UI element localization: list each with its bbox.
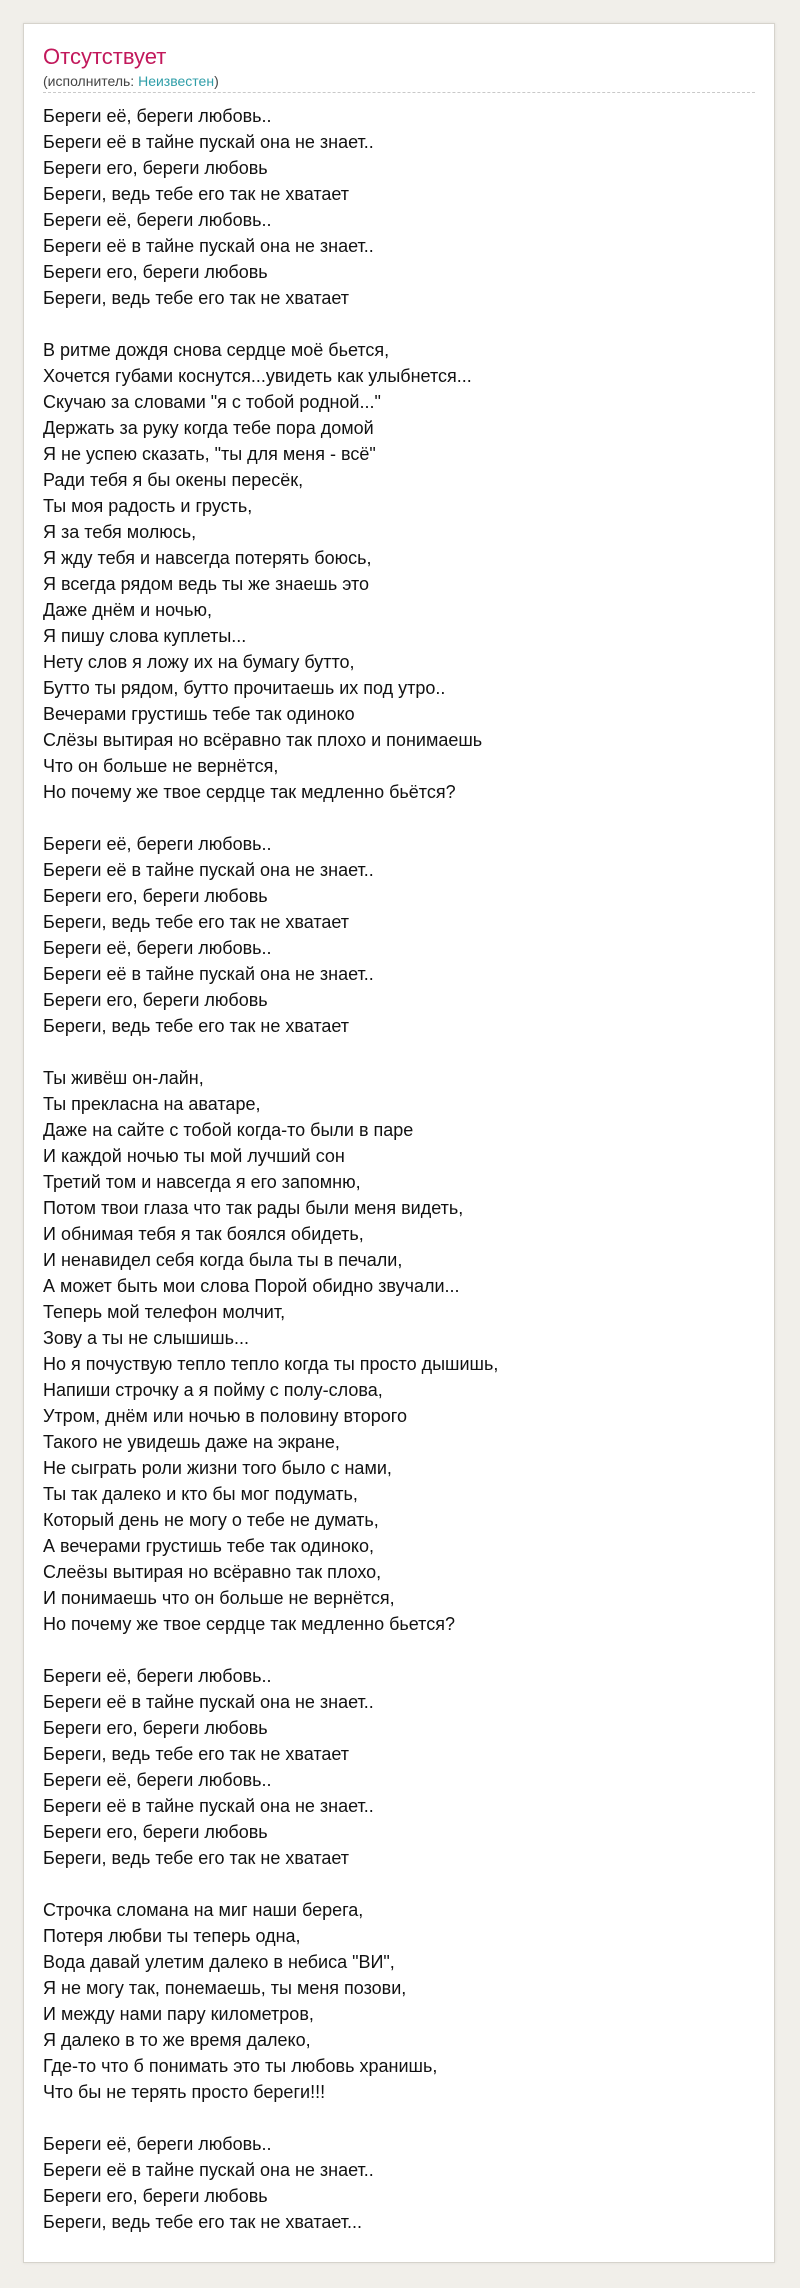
lyrics-line: Береги, ведь тебе его так не хватает [43, 1016, 350, 1036]
lyrics-line: Потеря любви ты теперь одна, [43, 1926, 301, 1946]
lyrics-line: Но почему же твое сердце так медленно бьется? [43, 1614, 455, 1634]
lyrics-line: Что бы не терять просто береги!!! [43, 2082, 326, 2102]
lyrics-line: Ты прекласна на аватаре, [43, 1094, 261, 1114]
lyrics-line: И каждой ночью ты мой лучший сон [43, 1146, 345, 1166]
lyrics-line: Скучаю за словами "я с тобой родной..." [43, 392, 381, 412]
lyrics-line: Который день не могу о тебе не думать, [43, 1510, 379, 1530]
lyrics-line: Береги её в тайне пускай она не знает.. [43, 964, 374, 984]
lyrics-stanza [43, 831, 743, 1039]
lyrics-line: Зову а ты не слышишь... [43, 1328, 249, 1348]
lyrics-line: Напиши строчку а я пойму с полу-слова, [43, 1380, 383, 1400]
lyrics-line: Такого не увидешь даже на экране, [43, 1432, 340, 1452]
artist-line [43, 72, 219, 90]
lyrics-line: И ненавидел себя когда была ты в печали, [43, 1250, 403, 1270]
artist-prefix: (исполнитель: [43, 73, 139, 89]
lyrics-line: Даже на сайте с тобой когда-то были в паре [43, 1120, 414, 1140]
lyrics-line: Береги её в тайне пускай она не знает.. [43, 2160, 374, 2180]
lyrics-line: Я далеко в то же время далеко, [43, 2030, 311, 2050]
lyrics-line: Береги её, береги любовь.. [43, 1770, 272, 1790]
lyrics-line: Ты моя радость и грусть, [43, 496, 253, 516]
lyrics-line: Даже днём и ночью, [43, 600, 212, 620]
lyrics-line: Береги его, береги любовь [43, 2186, 268, 2206]
lyrics-line: Я жду тебя и навсегда потерять боюсь, [43, 548, 372, 568]
lyrics-line: В ритме дождя снова сердце моё бьется, [43, 340, 390, 360]
lyrics-line: Ты так далеко и кто бы мог подумать, [43, 1484, 358, 1504]
lyrics-line: Береги его, береги любовь [43, 886, 268, 906]
lyrics-line: Строчка сломана на миг наши берега, [43, 1900, 364, 1920]
lyrics-line: Где-то что б понимать это ты любовь хранишь, [43, 2056, 438, 2076]
lyrics-line: Но я почуствую тепло тепло когда ты просто дышишь, [43, 1354, 499, 1374]
lyrics-text [43, 103, 743, 2261]
lyrics-line: Береги его, береги любовь [43, 1822, 268, 1842]
lyrics-line: Что он больше не вернётся, [43, 756, 279, 776]
lyrics-line: Береги, ведь тебе его так не хватает [43, 288, 350, 308]
lyrics-line: Я всегда рядом ведь ты же знаешь это [43, 574, 370, 594]
lyrics-line: Береги, ведь тебе его так не хватает [43, 912, 350, 932]
lyrics-line: А может быть мои слова Порой обидно звучали... [43, 1276, 460, 1296]
lyrics-line: Береги её в тайне пускай она не знает.. [43, 1692, 374, 1712]
lyrics-line: Береги, ведь тебе его так не хватает [43, 184, 350, 204]
lyrics-stanza [43, 2131, 743, 2235]
lyrics-line: Береги её в тайне пускай она не знает.. [43, 132, 374, 152]
lyrics-line: Береги, ведь тебе его так не хватает [43, 1848, 350, 1868]
lyrics-stanza [43, 1663, 743, 1871]
lyrics-line: Слёзы вытирая но всёравно так плохо и понимаешь [43, 730, 483, 750]
lyrics-line: Береги её, береги любовь.. [43, 210, 272, 230]
lyrics-stanza [43, 1065, 743, 1637]
lyrics-line: И понимаешь что он больше не вернётся, [43, 1588, 395, 1608]
lyrics-line: И обнимая тебя я так боялся обидеть, [43, 1224, 364, 1244]
artist-link[interactable]: Неизвестен [138, 73, 215, 89]
lyrics-line: А вечерами грустишь тебе так одиноко, [43, 1536, 375, 1556]
lyrics-line: Береги её, береги любовь.. [43, 1666, 272, 1686]
lyrics-line: Береги её в тайне пускай она не знает.. [43, 1796, 374, 1816]
lyrics-line: Береги, ведь тебе его так не хватает [43, 1744, 350, 1764]
lyrics-stanza [43, 337, 743, 805]
lyrics-line: Я не успею сказать, "ты для меня - всё" [43, 444, 376, 464]
lyrics-line: Ради тебя я бы окены пересёк, [43, 470, 304, 490]
lyrics-line: Потом твои глаза что так рады были меня видеть, [43, 1198, 464, 1218]
lyrics-line: Третий том и навсегда я его запомню, [43, 1172, 361, 1192]
lyrics-line: Береги её, береги любовь.. [43, 938, 272, 958]
lyrics-line: Но почему же твое сердце так медленно бьётся? [43, 782, 456, 802]
lyrics-line: Береги его, береги любовь [43, 158, 268, 178]
lyrics-line: Хочется губами коснутся...увидеть как улыбнется... [43, 366, 472, 386]
lyrics-line: Бутто ты рядом, бутто прочитаешь их под утро.. [43, 678, 446, 698]
lyrics-line: Я не могу так, понемаешь, ты меня позови, [43, 1978, 407, 1998]
lyrics-line: Я пишу слова куплеты... [43, 626, 247, 646]
lyrics-line: Береги её, береги любовь.. [43, 834, 272, 854]
lyrics-line: Ты живёш он-лайн, [43, 1068, 204, 1088]
lyrics-line: Береги его, береги любовь [43, 1718, 268, 1738]
lyrics-line: Держать за руку когда тебе пора домой [43, 418, 374, 438]
lyrics-line: Вода давай улетим далеко в небиса "ВИ", [43, 1952, 395, 1972]
lyrics-card [23, 23, 775, 2263]
song-title: Отсутствует [43, 44, 167, 69]
lyrics-line: И между нами пару километров, [43, 2004, 314, 2024]
lyrics-line: Не сыграть роли жизни того было с нами, [43, 1458, 392, 1478]
lyrics-line: Береги её в тайне пускай она не знает.. [43, 236, 374, 256]
lyrics-line: Я за тебя молюсь, [43, 522, 197, 542]
lyrics-line: Теперь мой телефон молчит, [43, 1302, 286, 1322]
lyrics-line: Береги его, береги любовь [43, 990, 268, 1010]
lyrics-line: Береги её в тайне пускай она не знает.. [43, 860, 374, 880]
lyrics-line: Береги его, береги любовь [43, 262, 268, 282]
lyrics-line: Береги, ведь тебе его так не хватает... [43, 2212, 363, 2232]
lyrics-stanza [43, 103, 743, 311]
lyrics-stanza [43, 1897, 743, 2105]
lyrics-line: Утром, днём или ночью в половину второго [43, 1406, 407, 1426]
lyrics-line: Нету слов я ложу их на бумагу бутто, [43, 652, 355, 672]
lyrics-line: Береги её, береги любовь.. [43, 2134, 272, 2154]
lyrics-line: Береги её, береги любовь.. [43, 106, 272, 126]
header-divider [43, 92, 755, 93]
lyrics-line: Вечерами грустишь тебе так одиноко [43, 704, 355, 724]
artist-suffix: ) [214, 73, 219, 89]
lyrics-line: Слеёзы вытирая но всёравно так плохо, [43, 1562, 382, 1582]
